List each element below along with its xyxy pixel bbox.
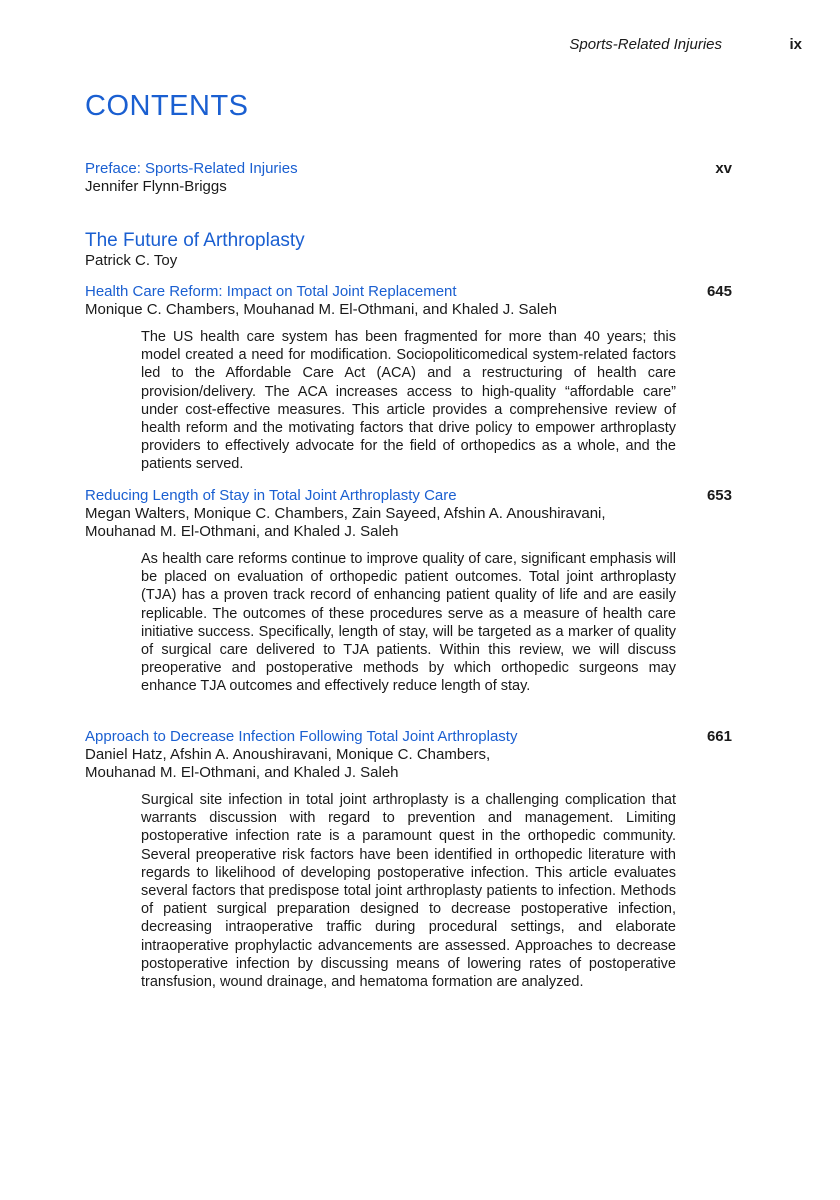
article-abstract: As health care reforms continue to improve quality of care, significant emphasis will be placed on evaluation of orthopedic patient outcomes. Total joint arthroplasty (TJA) has a proven track record of enhancing patient quality of life and are easily replicable. The outcomes of these procedures serve as a measure of health care initiative success. Specifically, length of stay, will be targeted as a marker of quality of surgical care delivered to TJA patients. Within this review, we will discuss preoperative and postoperative methods by which orthopedic surgeons may enhance TJA outcomes and effectively reduce length of stay.	[141, 551, 676, 695]
article-authors-line: Mouhanad M. El-Othmani, and Khaled J. Saleh	[85, 523, 399, 540]
section-editor: Patrick C. Toy	[85, 252, 178, 269]
article-authors: Monique C. Chambers, Mouhanad M. El-Othmani, and Khaled J. Saleh	[85, 301, 557, 318]
article-authors-line: Megan Walters, Monique C. Chambers, Zain Sayeed, Afshin A. Anoushiravani,	[85, 505, 606, 522]
article-authors-line: Mouhanad M. El-Othmani, and Khaled J. Saleh	[85, 764, 399, 781]
preface-page-ref: xv	[715, 160, 732, 177]
article-abstract: The US health care system has been fragmented for more than 40 years; this model created a need for modification. Sociopoliticomedical system-related factors led to the Affordable Care Act (ACA) and a restructuring of health care provision/delivery. The ACA increases access to high-quality “affordable care” under cost-effective measures. This article provides a comprehensive review of health reform and the motivating factors that drive policy to empower arthroplasty providers to effectively advocate for the field of orthopedics as a whole, and the patients served.	[141, 329, 676, 473]
article-entry	[85, 487, 732, 541]
article-entry	[85, 283, 732, 319]
section-title[interactable]: The Future of Arthroplasty	[85, 230, 305, 251]
preface-entry	[85, 160, 732, 196]
article-authors-line: Daniel Hatz, Afshin A. Anoushiravani, Monique C. Chambers,	[85, 746, 491, 763]
preface-author: Jennifer Flynn-Briggs	[85, 178, 227, 195]
article-page-ref: 645	[706, 283, 732, 300]
section-entry	[85, 230, 732, 270]
article-title-link[interactable]: Approach to Decrease Infection Following Total Joint Arthroplasty	[85, 728, 518, 745]
running-title: Sports-Related Injuries	[569, 36, 722, 53]
article-title-link[interactable]: Health Care Reform: Impact on Total Joint Replacement	[85, 283, 457, 300]
preface-link[interactable]: Preface: Sports-Related Injuries	[85, 160, 298, 177]
article-page-ref: 661	[706, 728, 732, 745]
article-title-link[interactable]: Reducing Length of Stay in Total Joint Arthroplasty Care	[85, 487, 457, 504]
article-entry	[85, 728, 732, 782]
article-page-ref: 653	[706, 487, 732, 504]
running-head	[0, 36, 840, 56]
article-abstract: Surgical site infection in total joint arthroplasty is a challenging complication that warrants discussion with regard to prevention and management. Limiting postoperative infection rate is a paramount quest in the orthopedic community. Several preoperative risk factors have been identified in orthopedic literature with regards to likelihood of developing postoperative infection. This article evaluates several factors that predispose total joint arthroplasty patients to infection. Methods of patient surgical preparation designed to decrease postoperative infection, decreasing intraoperative traffic during procedural settings, and elaborate intraoperative prophylactic advancements are assessed. Approaches to decrease postoperative infection by discussing means of lowering rates of postoperative transfusion, wound drainage, and hematoma formation are analyzed.	[141, 792, 676, 991]
contents-heading: CONTENTS	[85, 90, 249, 122]
page-number: ix	[789, 36, 802, 53]
